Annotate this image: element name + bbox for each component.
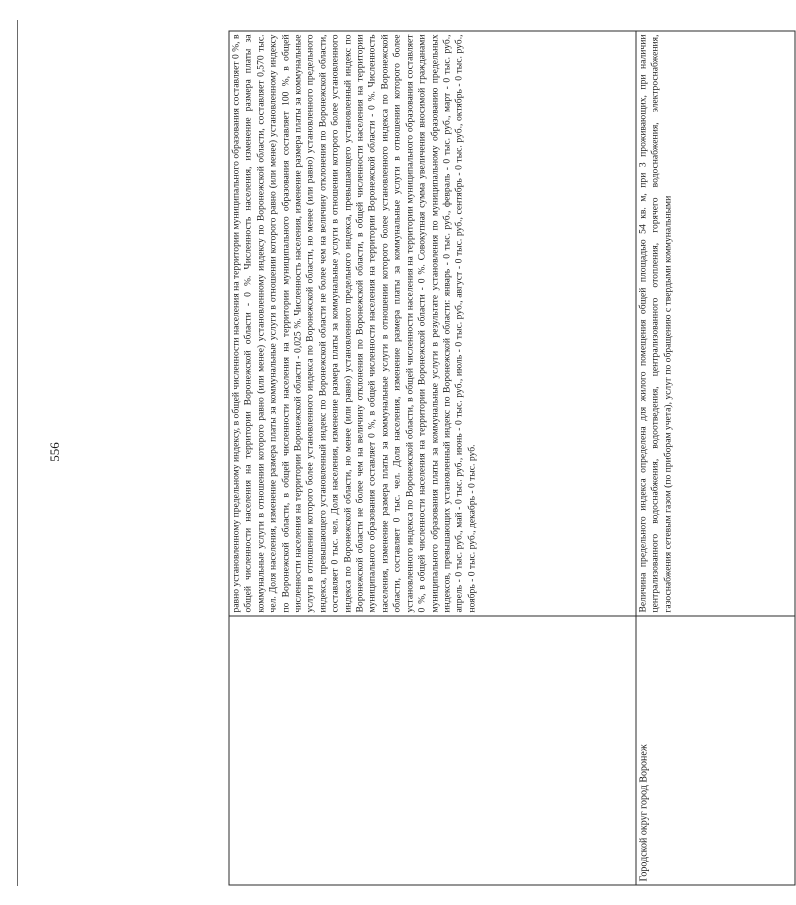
municipality-name: Городской округ город Воронеж: [638, 744, 650, 882]
municipality-cell: [636, 616, 795, 885]
description-cell: [636, 31, 795, 616]
scan-edge-line: [17, 20, 18, 886]
description-text: Величина предельного индекса определена для жилого помещения общей площадью 54 кв. м, при 3 проживающих, при наличии централизованного водоснабжения, водоотведения, централизованного отопления, горячего водоснабжения, электроснабжения, газоснабжения сетевым газом (по приборам учета), услуг по обращению с твердыми коммунальными: [637, 34, 674, 613]
document-table-rotated: [229, 31, 793, 886]
municipality-cell: [229, 616, 636, 885]
table-row: [636, 31, 795, 885]
page-number: 556: [47, 442, 62, 462]
description-text: равно установленному предельному индексу, в общей численности населения на территории муниципального образования составляет 0 %, в общей численности населения на территории Воронежской области - 0 %. Численность населения, изменение размера платы за коммунальные услуги в отношении которого равно (или менее) установленному индексу по Воронежской области, составляет 0,570 тыс. чел. Доля населения, изменение размера платы за коммунальные услуги в отношении которого равно (или менее) установленному индексу по Воронежской области, в общей численности населения на территории муниципального образования составляет 100 %, в общей численности населения на территории Воронежской области - 0,025 %. Численность населения, изменение размера платы за коммунальные услуги в отношении которого более установленного индекса по Воронежской области, но менее (или равно) установленного предельного индекса, превышающего установленный индекс по Воронежской области не более чем на величину отклонения по Воронежской области, составляет 0 тыс. чел. Доля населения, изменение размера платы за коммунальные услуги в отношении которого более установленного индекса по Воронежской области, но менее (или равно) установленного предельного индекса, превышающего установленный индекс по Воронежской области не более чем на величину отклонения по Воронежской области, в общей численности населения на территории муниципального образования составляет 0 %, в общей численности населения на территории Воронежской области - 0 %. Численность населения, изменение размера платы за коммунальные услуги в отношении которого более установленного индекса по Воронежской области, составляет 0 тыс. чел. Доля населения, изменение размера платы за коммунальные услуги в отношении которого более установленного индекса по Воронежской области, в общей численности населения на территории муниципального образования составляет 0 %, в общей численности населения на территории Воронежской области - 0 %. Совокупная сумма увеличения вносимой гражданами муниципального образования платы за коммунальные услуги в результате установления по муниципальному образованию предельных индексов, превышающих установленный индекс по Воронежской области: январь - 0 тыс. руб., февраль - 0 тыс. руб., март - 0 тыс. руб., апрель - 0 тыс. руб., май - 0 тыс. руб., июнь - 0 тыс. руб., июль - 0 тыс. руб., август - 0 тыс. руб., сентябрь - 0 тыс. руб., октябрь - 0 тыс. руб., ноябрь - 0 тыс. руб., декабрь - 0 тыс. руб.: [230, 34, 478, 613]
municipality-index-table: [229, 31, 796, 886]
table-row: [229, 31, 636, 885]
description-cell: [229, 31, 636, 616]
